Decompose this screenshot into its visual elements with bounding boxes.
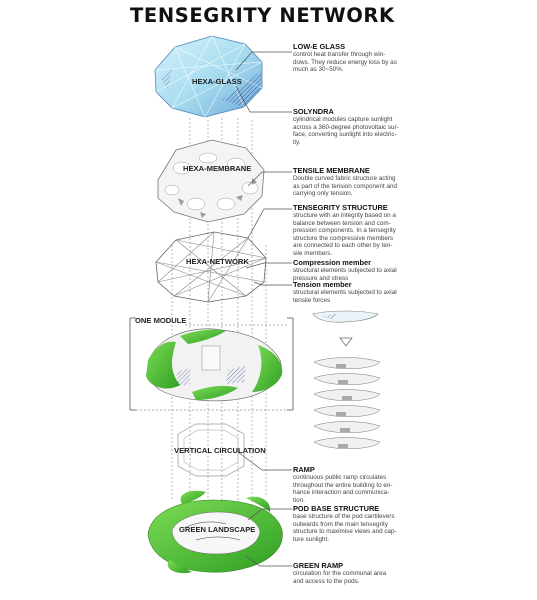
annotation-pod-base-structure: [293, 504, 411, 543]
layer-label-one-module: ONE MODULE: [135, 316, 187, 325]
annotation-line: structural elements subjected to axial: [293, 289, 397, 296]
annotation-heading: GREEN RAMP: [293, 561, 344, 570]
annotation-line: pressure and stress: [293, 274, 349, 282]
annotation-solyndra: [293, 107, 411, 146]
annotation-line: carrying only tension.: [293, 190, 353, 198]
layer-label-green-landscape: GREEN LANDSCAPE: [179, 525, 256, 534]
page-title: TENSEGRITY NETWORK: [130, 4, 395, 27]
annotation-heading: TENSEGRITY STRUCTURE: [293, 203, 388, 212]
annotation-line: structural elements subjected to axial: [293, 267, 397, 274]
annotation-heading: SOLYNDRA: [293, 107, 334, 116]
annotation-compression-member: [293, 258, 411, 282]
annotation-heading: LOW-E GLASS: [293, 42, 345, 51]
annotation-line: sile members.: [293, 249, 333, 257]
annotation-line: outwards from the main tensegrity: [293, 520, 388, 528]
annotation-line: structure the compressive members: [293, 234, 394, 242]
annotation-tensile-membrane: [293, 166, 411, 198]
layer-label-hexa-glass: HEXA-GLASS: [192, 77, 242, 86]
layer-label-hexa-network: HEXA-NETWORK: [186, 257, 249, 266]
annotation-line: pression components. In a tensegrity: [293, 227, 396, 235]
annotation-line: tion.: [293, 496, 305, 504]
annotation-line: face, converting sunlight into electric-: [293, 131, 397, 139]
annotation-line: ture sunlight.: [293, 535, 330, 543]
annotation-line: base structure of the pod cantilevers: [293, 513, 395, 520]
annotation-line: structure with an integrity based on a: [293, 212, 396, 219]
annotation-ramp: [293, 465, 411, 504]
module-stack: [313, 311, 380, 449]
annotation-heading: Tension member: [293, 280, 352, 289]
annotation-heading: TENSILE MEMBRANE: [293, 166, 370, 175]
annotation-line: Double curved fabric structure acting: [293, 175, 396, 182]
annotation-line: dows. They reduce energy loss by as: [293, 58, 397, 66]
annotation-line: circulation for the communal area: [293, 570, 387, 577]
annotation-heading: Compression member: [293, 258, 372, 267]
annotation-line: balance between tension and com-: [293, 219, 391, 227]
annotation-line: as part of the tension component and: [293, 182, 397, 190]
hexa-membrane-layer: [158, 140, 264, 222]
annotation-line: structure to maximise views and cap-: [293, 528, 397, 536]
annotation-tension-member: [293, 280, 411, 304]
annotation-line: cylindrical modules capture sunlight: [293, 116, 393, 123]
annotation-green-ramp: [293, 561, 411, 585]
annotation-line: ity.: [293, 138, 301, 146]
annotation-line: throughout the entire building to en-: [293, 481, 393, 489]
annotation-line: much as 30~50%.: [293, 66, 344, 74]
annotation-line: across a 360-degree photovoltaic sur-: [293, 123, 399, 131]
annotation-line: hance interaction and communica-: [293, 489, 390, 497]
annotation-line: continuous public ramp circulates: [293, 474, 387, 481]
annotation-line: tensile forces: [293, 296, 331, 304]
annotation-line: and access to the pods.: [293, 577, 360, 585]
layer-label-vertical-circulation: VERTICAL CIRCULATION: [174, 446, 266, 455]
layer-label-hexa-membrane: HEXA-MEMBRANE: [183, 164, 252, 173]
annotation-heading: RAMP: [293, 465, 315, 474]
one-module-render: [146, 329, 282, 401]
annotation-heading: POD BASE STRUCTURE: [293, 504, 380, 513]
annotation-low-e-glass: [293, 42, 411, 74]
annotation-tensegrity-structure: [293, 203, 411, 258]
annotation-line: are connected to each other by ten-: [293, 242, 393, 250]
annotation-line: control heat transfer through win-: [293, 51, 386, 58]
leader-lines: [236, 52, 292, 566]
